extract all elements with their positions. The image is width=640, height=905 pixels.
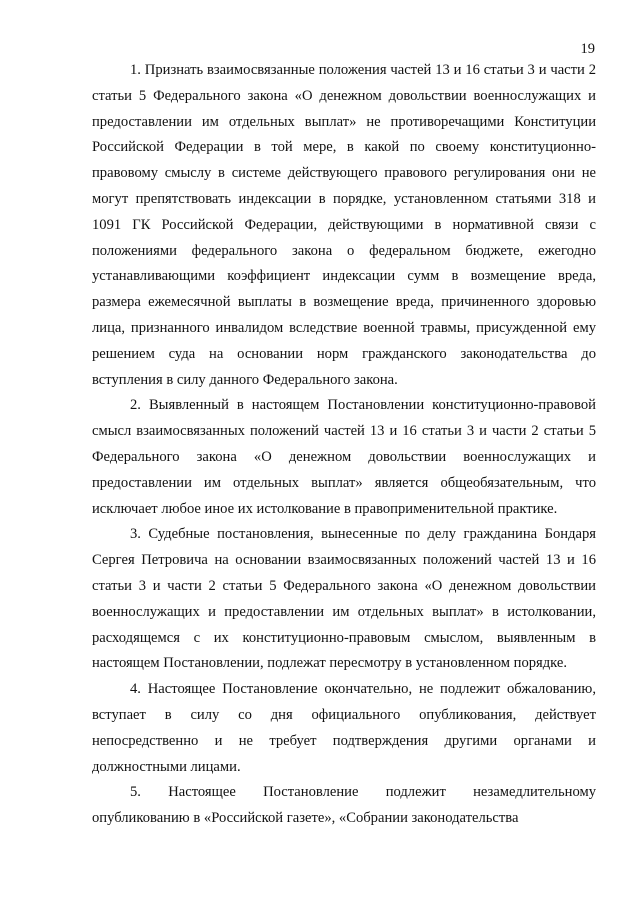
paragraph-1: 1. Признать взаимосвязанные положения частей 13 и 16 статьи 3 и части 2 статьи 5 Федерального закона «О денежном довольствии военнослужащих и предоставлении им отдельных выплат» не противоречащими Конституции Российской Федерации в той мере, в какой по своему конституционно-правовому смыслу в системе действующего правового регулирования они не могут препятствовать индексации в порядке, установленном статьями 318 и 1091 ГК Российской Федерации, действующими в нормативной связи с положениями федерального закона о федеральном бюджете, ежегодно устанавливающими коэффициент индексации сумм в возмещение вреда, размера ежемесячной выплаты в возмещение вреда, причиненного здоровью лица, признанного инвалидом вследствие военной травмы, присужденной ему решением суда на основании норм гражданского законодательства до вступления в силу данного Федерального закона. <box>92 62 596 388</box>
paragraph-3: 3. Судебные постановления, вынесенные по делу гражданина Бондаря Сергея Петровича на основании взаимосвязанных положений частей 13 и 16 статьи 3 и части 2 статьи 5 Федерального закона «О денежном довольствии военнослужащих и предоставлении им отдельных выплат» в истолковании, расходящемся с их конституционно-правовым смыслом, выявленным в настоящем Постановлении, подлежат пересмотру в установленном порядке. <box>92 526 596 672</box>
paragraph-2: 2. Выявленный в настоящем Постановлении конституционно-правовой смысл взаимосвязанных положений частей 13 и 16 статьи 3 и части 2 статьи 5 Федерального закона «О денежном довольствии военнослужащих и предоставлении им отдельных выплат» является общеобязательным, что исключает любое иное их истолкование в правоприменительной практике. <box>92 397 596 517</box>
document-body <box>92 58 596 832</box>
page-number: 19 <box>580 41 595 57</box>
paragraph-5: 5. Настоящее Постановление подлежит незамедлительному опубликованию в «Российской газете», «Собрании законодательства <box>92 784 596 827</box>
paragraph-4: 4. Настоящее Постановление окончательно, не подлежит обжалованию, вступает в силу со дня официального опубликования, действует непосредственно и не требует подтверждения другими органами и должностными лицами. <box>92 681 596 775</box>
